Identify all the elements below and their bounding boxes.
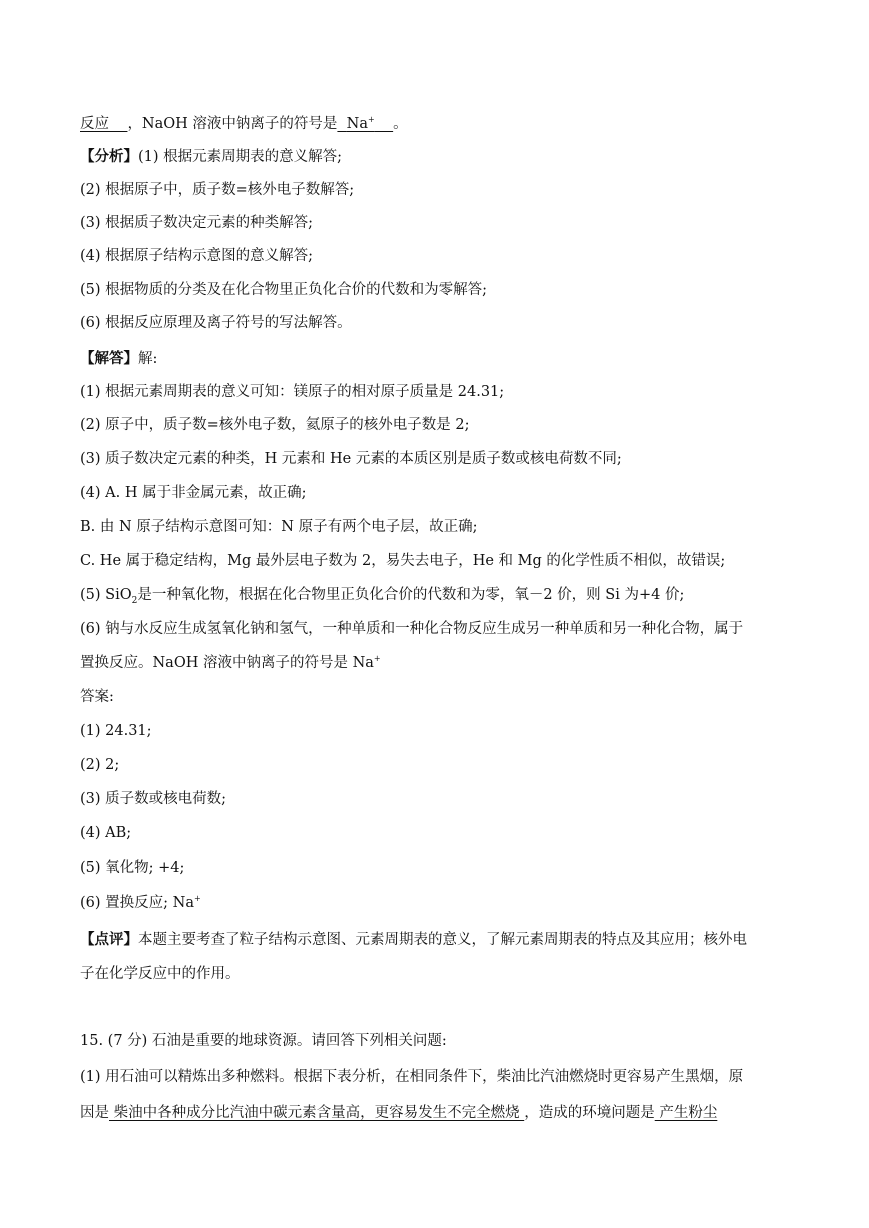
analysis-line-3: (3) 根据质子数决定元素的种类解答; [80, 215, 314, 231]
solution-line-1: (1) 根据元素周期表的意义可知：镁原子的相对原子质量是 24.31; [80, 384, 505, 400]
analysis-line-5: (5) 根据物质的分类及在化合物里正负化合价的代数和为零解答; [80, 282, 488, 298]
answer-continuation-line: 反应 ，NaOH 溶液中钠离子的符号是 Na+ 。 [80, 115, 408, 132]
question-15-part1-line2: 因是 柴油中各种成分比汽油中碳元素含量高，更容易发生不完全燃烧 ，造成的环境问题是 产生粉尘 [80, 1105, 718, 1121]
blank-answer: 反应 [80, 116, 109, 132]
blank-answer: 柴油中各种成分比汽油中碳元素含量高，更容易发生不完全燃烧 [109, 1105, 525, 1121]
question-15-heading: 15. (7 分) 石油是重要的地球资源。请回答下列相关问题: [80, 1033, 447, 1049]
comment-tag: 【点评】 [80, 931, 138, 948]
solution-line-2: (2) 原子中，质子数=核外电子数，氦原子的核外电子数是 2; [80, 417, 470, 433]
solution-line-4b: B. 由 N 原子结构示意图可知：N 原子有两个电子层，故正确; [80, 519, 478, 535]
answer-4: (4) AB; [80, 825, 132, 841]
blank-answer: 产生粉尘 [654, 1105, 718, 1121]
solution-tag: 【解答】 [80, 350, 138, 367]
answer-2: (2) 2; [80, 757, 120, 773]
analysis-line-2: (2) 根据原子中，质子数=核外电子数解答; [80, 182, 355, 198]
answer-1: (1) 24.31; [80, 723, 152, 739]
solution-line-4c: C. He 属于稳定结构，Mg 最外层电子数为 2，易失去电子，He 和 Mg 的化学性质不相似，故错误; [80, 553, 726, 569]
analysis-line-1: 【分析】(1) 根据元素周期表的意义解答; [80, 148, 343, 165]
solution-line-6b: 置换反应。NaOH 溶液中钠离子的符号是 Na+ [80, 654, 381, 671]
comment-line-1: 【点评】本题主要考查了粒子结构示意图、元素周期表的意义，了解元素周期表的特点及其应用；核外电 [80, 931, 747, 948]
analysis-line-6: (6) 根据反应原理及离子符号的写法解答。 [80, 315, 352, 331]
text: ，NaOH 溶液中钠离子的符号是 [127, 116, 338, 132]
question-15-part1-line1: (1) 用石油可以精炼出多种燃料。根据下表分析，在相同条件下，柴油比汽油燃烧时更容易产生黑烟，原 [80, 1069, 744, 1085]
answer-6: (6) 置换反应; Na+ [80, 894, 201, 911]
solution-line-5: (5) SiO$_2$是一种氧化物，根据在化合物里正负化合价的代数和为零，氧－2 价，则 Si 为+4 价; [80, 587, 685, 606]
solution-heading: 【解答】解: [80, 350, 158, 367]
solution-line-3: (3) 质子数决定元素的种类，H 元素和 He 元素的本质区别是质子数或核电荷数不同; [80, 451, 622, 467]
analysis-line-4: (4) 根据原子结构示意图的意义解答; [80, 248, 314, 264]
answers-label: 答案: [80, 689, 114, 705]
comment-line-2: 子在化学反应中的作用。 [80, 966, 240, 982]
answer-3: (3) 质子数或核电荷数; [80, 791, 227, 807]
blank-answer: Na+ [346, 115, 375, 132]
analysis-tag: 【分析】 [80, 148, 138, 165]
answer-5: (5) 氧化物; +4; [80, 860, 185, 876]
solution-line-4: (4) A. H 属于非金属元素，故正确; [80, 485, 307, 501]
solution-line-6a: (6) 钠与水反应生成氢氧化钠和氢气，一种单质和一种化合物反应生成另一种单质和另一种化合物，属于 [80, 621, 744, 637]
